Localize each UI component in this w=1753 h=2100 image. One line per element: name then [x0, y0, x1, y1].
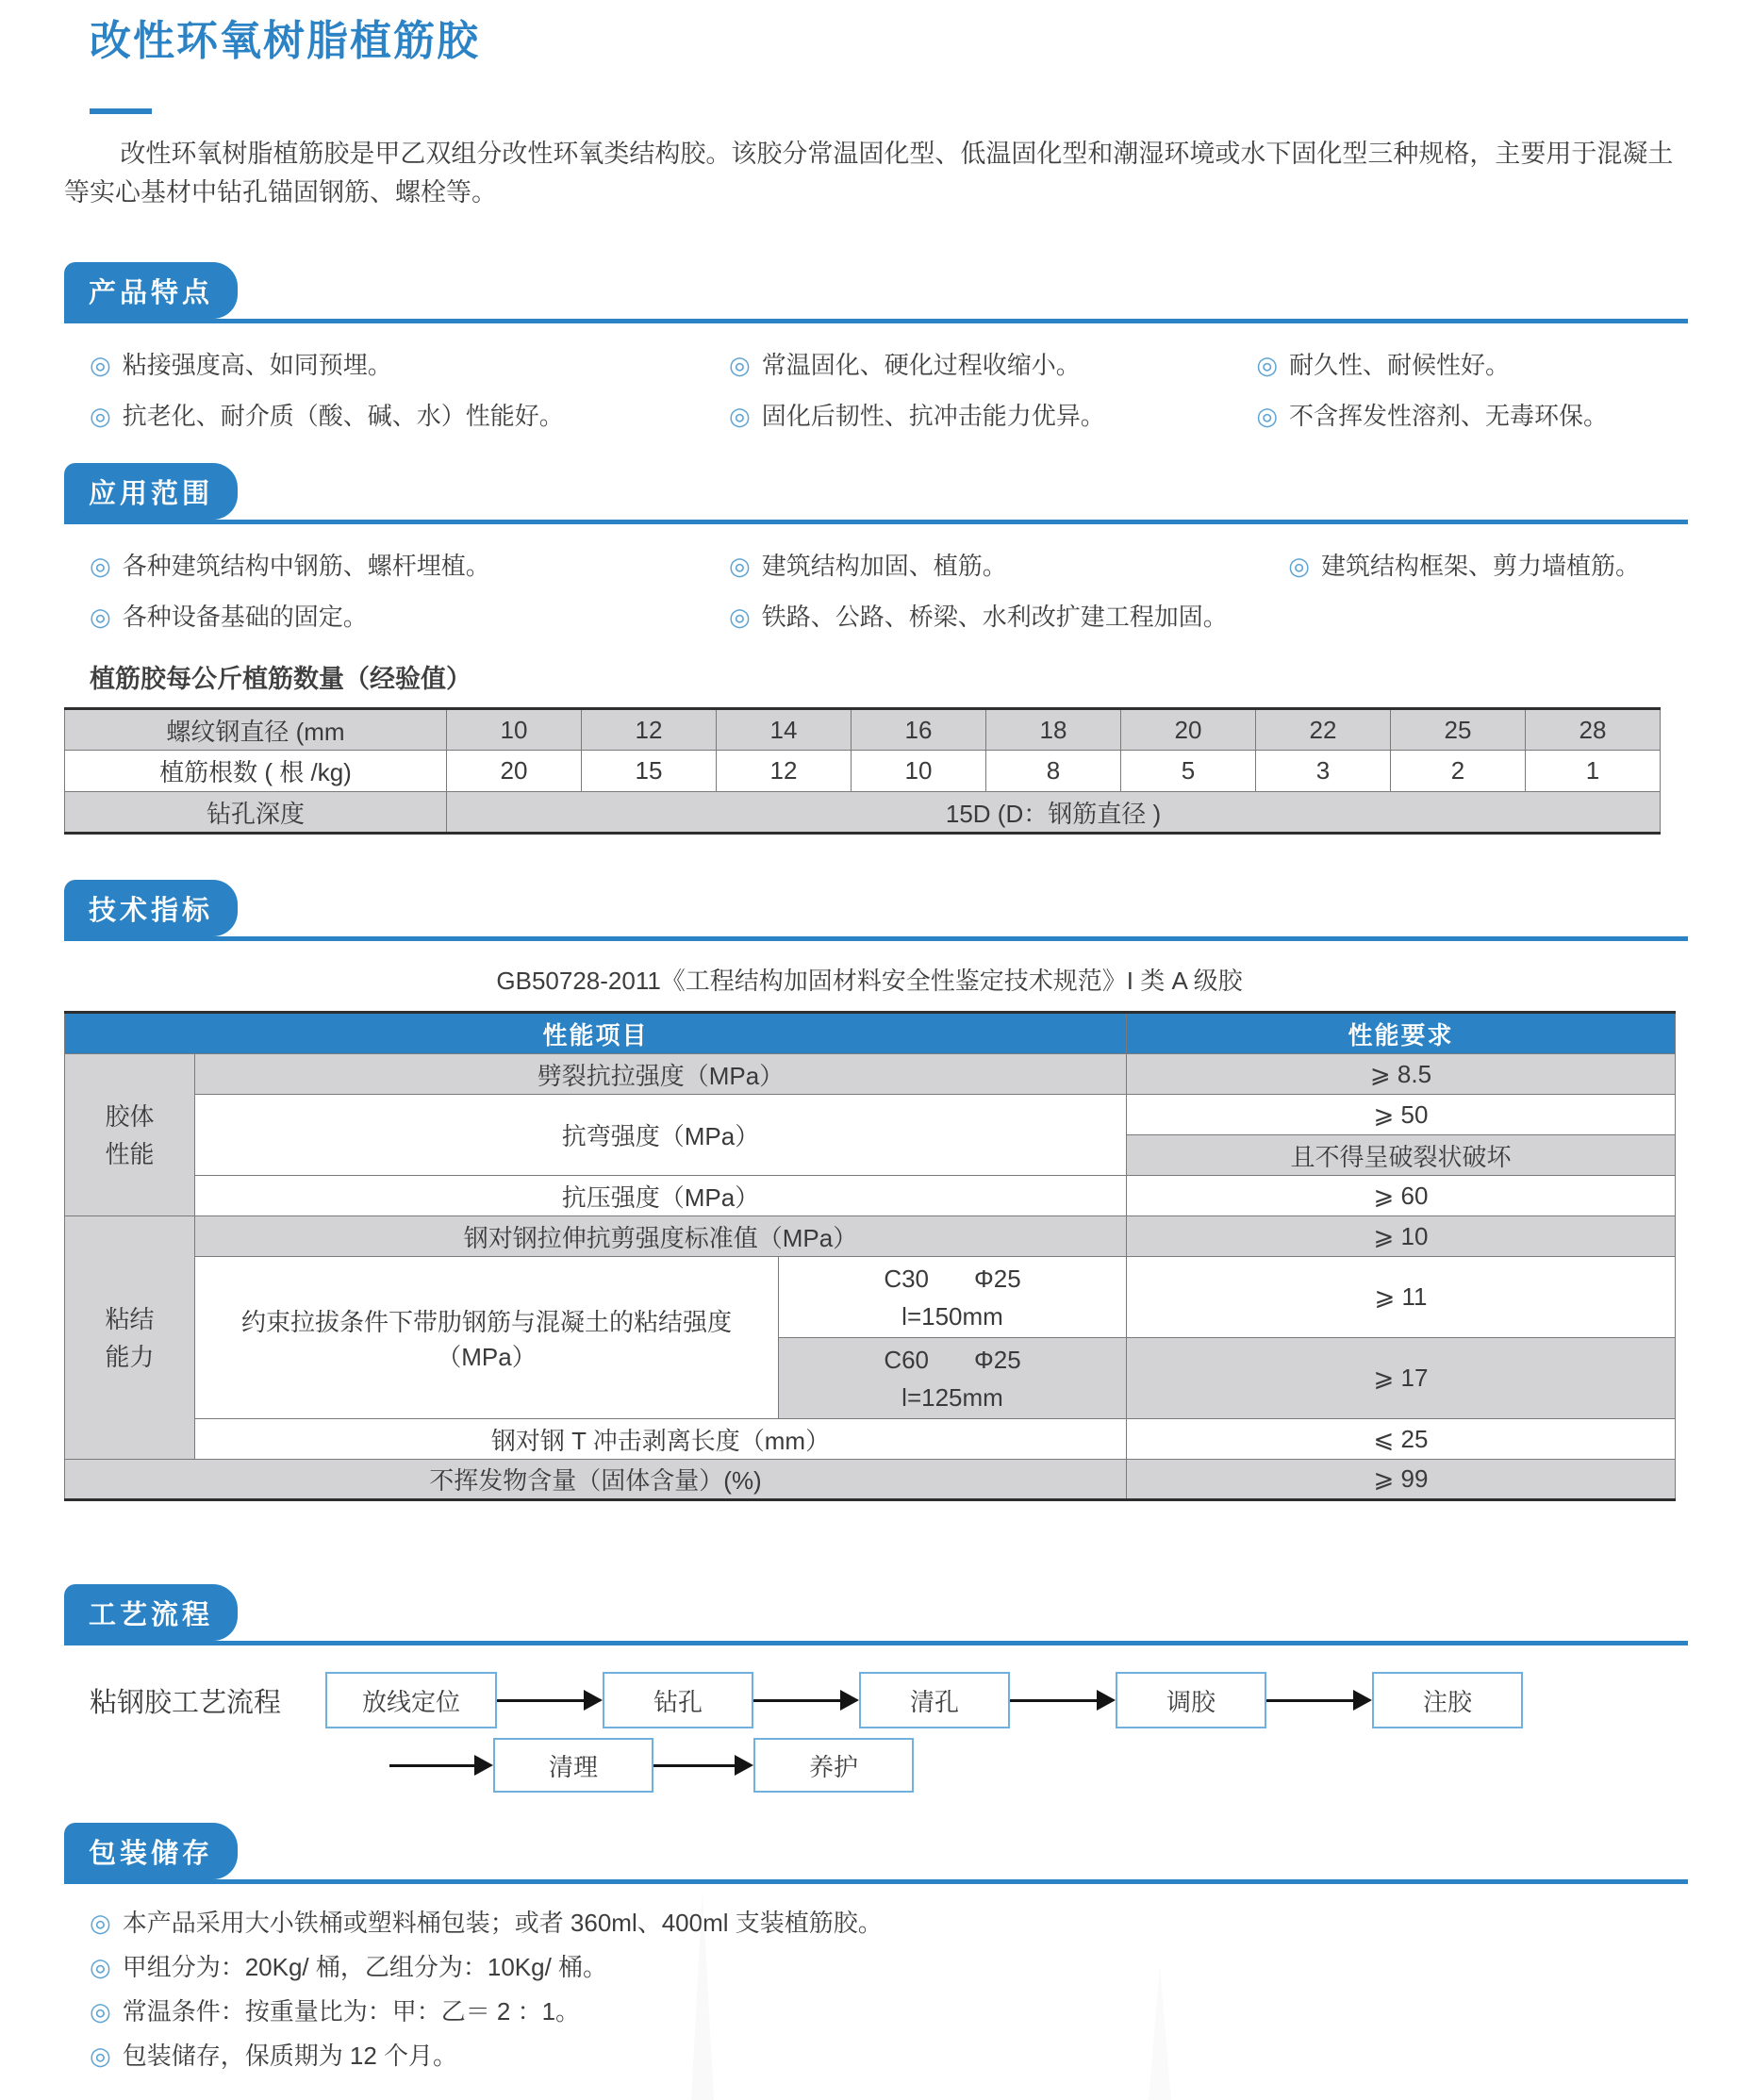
- section-header-features: [64, 262, 1688, 323]
- table-header-row: [65, 1013, 1676, 1054]
- packaging-badge: 包装储存: [64, 1823, 238, 1879]
- cell: 12: [717, 751, 852, 792]
- arrow-right-icon: [1010, 1690, 1116, 1711]
- bullseye-bullet-icon: ◎: [729, 603, 751, 631]
- rebar-count-table: [64, 707, 1661, 835]
- table-row: [65, 1176, 1676, 1216]
- rebar-table-title: 植筋胶每公斤植筋数量（经验值）: [90, 665, 471, 693]
- section-header-process: [64, 1584, 1688, 1645]
- arrow-right-icon: [497, 1690, 603, 1711]
- bullseye-bullet-icon: ◎: [90, 1997, 111, 2026]
- section-header-tech: [64, 880, 1688, 941]
- page-title: 改性环氧树脂植筋胶: [90, 18, 480, 64]
- table-row: [65, 751, 1661, 792]
- list-item: [1288, 547, 1688, 585]
- cell: 8: [986, 751, 1121, 792]
- row-header: 钻孔深度: [65, 792, 447, 834]
- table-row: [65, 1054, 1676, 1095]
- packaging-list: [90, 1907, 1688, 2073]
- applications-badge: 应用范围: [64, 463, 238, 520]
- arrow-right-icon: [1266, 1690, 1372, 1711]
- list-item-text: 各种设备基础的固定。: [122, 603, 368, 631]
- cell: 18: [986, 709, 1121, 751]
- table-row: [65, 792, 1661, 834]
- cell: 15D (D：钢筋直径 ): [447, 792, 1661, 834]
- watermark-sketch: [691, 1890, 714, 2100]
- cell: 10: [852, 751, 986, 792]
- tech-spec-table: [64, 1011, 1676, 1501]
- cell: 14: [717, 709, 852, 751]
- process-flow-label: 粘钢胶工艺流程: [90, 1687, 282, 1718]
- list-item-text: 包装储存，保质期为 12 个月。: [122, 2042, 458, 2070]
- list-item-text: 本产品采用大小铁桶或塑料桶包装；或者 360ml、400ml 支装植筋胶。: [122, 1909, 883, 1937]
- list-item-text: 固化后韧性、抗冲击能力优异。: [761, 402, 1105, 430]
- list-item: [729, 598, 1288, 636]
- standard-reference: GB50728-2011《工程结构加固材料安全性鉴定技术规范》I 类 A 级胶: [496, 967, 1243, 995]
- arrow-right-icon: [753, 1690, 859, 1711]
- requirement-cell: ⩾ 50: [1127, 1095, 1676, 1135]
- list-item-text: 抗老化、耐介质（酸、碱、水）性能好。: [122, 402, 564, 430]
- column-header: 性能要求: [1127, 1013, 1676, 1054]
- bullseye-bullet-icon: ◎: [90, 552, 111, 580]
- arrow-right-icon: [653, 1755, 753, 1776]
- list-item: [729, 397, 1256, 435]
- cell: 12: [582, 709, 717, 751]
- flow-step-box: 清理: [493, 1738, 653, 1793]
- bullseye-bullet-icon: ◎: [729, 402, 751, 430]
- flow-step-box: 放线定位: [325, 1672, 497, 1728]
- group-header: [65, 1054, 195, 1216]
- list-item: [90, 1951, 1688, 1984]
- list-item-text: 不含挥发性溶剂、无毒环保。: [1289, 402, 1609, 430]
- column-header: 性能项目: [65, 1013, 1127, 1054]
- embed-length: l=125mm: [901, 1382, 1003, 1412]
- list-item-text: 建筑结构加固、植筋。: [761, 552, 1007, 580]
- bullseye-bullet-icon: ◎: [729, 552, 751, 580]
- bullseye-bullet-icon: ◎: [90, 603, 111, 631]
- property-cell: 抗弯强度（MPa）: [195, 1095, 1127, 1176]
- list-item: [90, 547, 729, 585]
- process-flow-row2: [389, 1738, 1688, 1793]
- cell: 28: [1526, 709, 1661, 751]
- intro-paragraph: 改性环氧树脂植筋胶是甲乙双组分改性环氧类结构胶。该胶分常温固化型、低温固化型和潮湿环境或水下固化型三种规格，主要用于混凝土等实心基材中钻孔锚固钢筋、螺栓等。: [64, 140, 1674, 207]
- list-item: [90, 598, 729, 636]
- property-cell: 约束拉拔条件下带肋钢筋与混凝土的粘结强度（MPa）: [195, 1257, 779, 1419]
- bullseye-bullet-icon: ◎: [90, 1909, 111, 1937]
- arrow-right-icon: [389, 1755, 493, 1776]
- embed-length: l=150mm: [901, 1301, 1003, 1331]
- table-row: [65, 1460, 1676, 1500]
- applications-list: [90, 547, 1688, 636]
- cell: 22: [1256, 709, 1391, 751]
- cell: 3: [1256, 751, 1391, 792]
- list-item-text: 耐久性、耐候性好。: [1289, 351, 1511, 379]
- cell: 10: [447, 709, 582, 751]
- property-cell: 钢对钢 T 冲击剥离长度（mm）: [195, 1419, 1127, 1460]
- requirement-cell: 且不得呈破裂状破坏: [1127, 1135, 1676, 1176]
- section-header-packaging: [64, 1823, 1688, 1884]
- row-header: 植筋根数 ( 根 /kg): [65, 751, 447, 792]
- flow-step-box: 清孔: [859, 1672, 1010, 1728]
- table-row: [65, 1257, 1676, 1338]
- list-item-text: 常温固化、硬化过程收缩小。: [761, 351, 1081, 379]
- list-item-text: 各种建筑结构中钢筋、螺杆埋植。: [122, 552, 490, 580]
- requirement-cell: ⩾ 60: [1127, 1176, 1676, 1216]
- list-item: [90, 1995, 1688, 2028]
- flow-step-box: 注胶: [1372, 1672, 1523, 1728]
- list-item: [1256, 397, 1688, 435]
- bullseye-bullet-icon: ◎: [90, 351, 111, 379]
- bullseye-bullet-icon: ◎: [90, 1953, 111, 1981]
- list-item: [90, 1907, 1688, 1940]
- bar-diameter: Φ25: [974, 1264, 1021, 1293]
- property-cell: 抗压强度（MPa）: [195, 1176, 1127, 1216]
- requirement-cell: ⩾ 17: [1127, 1338, 1676, 1419]
- list-item: [90, 397, 729, 435]
- process-badge: 工艺流程: [64, 1584, 238, 1641]
- features-list: [90, 346, 1688, 435]
- table-row: [65, 1419, 1676, 1460]
- list-item: [90, 346, 729, 384]
- process-flow-row1: [90, 1672, 1688, 1728]
- list-item: [90, 2040, 1688, 2073]
- concrete-grade: C60: [884, 1345, 930, 1374]
- list-item: [729, 346, 1256, 384]
- bullseye-bullet-icon: ◎: [1256, 402, 1279, 430]
- flow-step-box: 养护: [753, 1738, 914, 1793]
- tech-badge: 技术指标: [64, 880, 238, 936]
- table-row: [65, 1216, 1676, 1257]
- group-label: 粘结: [105, 1304, 155, 1333]
- list-item-text: 常温条件：按重量比为：甲：乙＝ 2 ：1。: [122, 1997, 581, 2026]
- flow-step-box: 调胶: [1116, 1672, 1266, 1728]
- group-label: 胶体: [105, 1101, 155, 1131]
- requirement-cell: ⩽ 25: [1127, 1419, 1676, 1460]
- list-item-text: 建筑结构框架、剪力墙植筋。: [1320, 552, 1640, 580]
- row-header: 螺纹钢直径 (mm: [65, 709, 447, 751]
- table-row: [65, 709, 1661, 751]
- group-header: [65, 1216, 195, 1460]
- requirement-cell: ⩾ 8.5: [1127, 1054, 1676, 1095]
- cell: 15: [582, 751, 717, 792]
- condition-cell: [779, 1257, 1127, 1338]
- bullseye-bullet-icon: ◎: [1256, 351, 1279, 379]
- watermark-sketch: [1149, 1965, 1171, 2100]
- bullseye-bullet-icon: ◎: [90, 402, 111, 430]
- flow-step-box: 钻孔: [603, 1672, 753, 1728]
- list-item-text: 粘接强度高、如同预埋。: [122, 351, 392, 379]
- features-badge: 产品特点: [64, 262, 238, 319]
- cell: 20: [447, 751, 582, 792]
- list-item: [729, 547, 1288, 585]
- title-underline: [90, 108, 152, 114]
- requirement-cell: ⩾ 10: [1127, 1216, 1676, 1257]
- property-cell: 钢对钢拉伸抗剪强度标准值（MPa）: [195, 1216, 1127, 1257]
- bullseye-bullet-icon: ◎: [729, 351, 751, 379]
- document-page: [0, 15, 1753, 2073]
- table-row: [65, 1095, 1676, 1135]
- property-cell: 不挥发物含量（固体含量）(%): [65, 1460, 1127, 1500]
- cell: 25: [1391, 709, 1526, 751]
- cell: 2: [1391, 751, 1526, 792]
- section-header-applications: [64, 463, 1688, 524]
- list-item-text: 铁路、公路、桥梁、水利改扩建工程加固。: [761, 603, 1228, 631]
- requirement-cell: ⩾ 11: [1127, 1257, 1676, 1338]
- list-item: [1256, 346, 1688, 384]
- group-label: 能力: [105, 1342, 155, 1371]
- bar-diameter: Φ25: [974, 1345, 1021, 1374]
- condition-cell: [779, 1338, 1127, 1419]
- requirement-cell: ⩾ 99: [1127, 1460, 1676, 1500]
- cell: 16: [852, 709, 986, 751]
- bullseye-bullet-icon: ◎: [90, 2042, 111, 2070]
- bullseye-bullet-icon: ◎: [1288, 552, 1310, 580]
- cell: 20: [1121, 709, 1256, 751]
- group-label: 性能: [105, 1139, 155, 1168]
- property-cell: 劈裂抗拉强度（MPa）: [195, 1054, 1127, 1095]
- cell: 5: [1121, 751, 1256, 792]
- list-item-text: 甲组分为：20Kg/ 桶，乙组分为：10Kg/ 桶。: [122, 1953, 608, 1981]
- cell: 1: [1526, 751, 1661, 792]
- concrete-grade: C30: [884, 1264, 930, 1293]
